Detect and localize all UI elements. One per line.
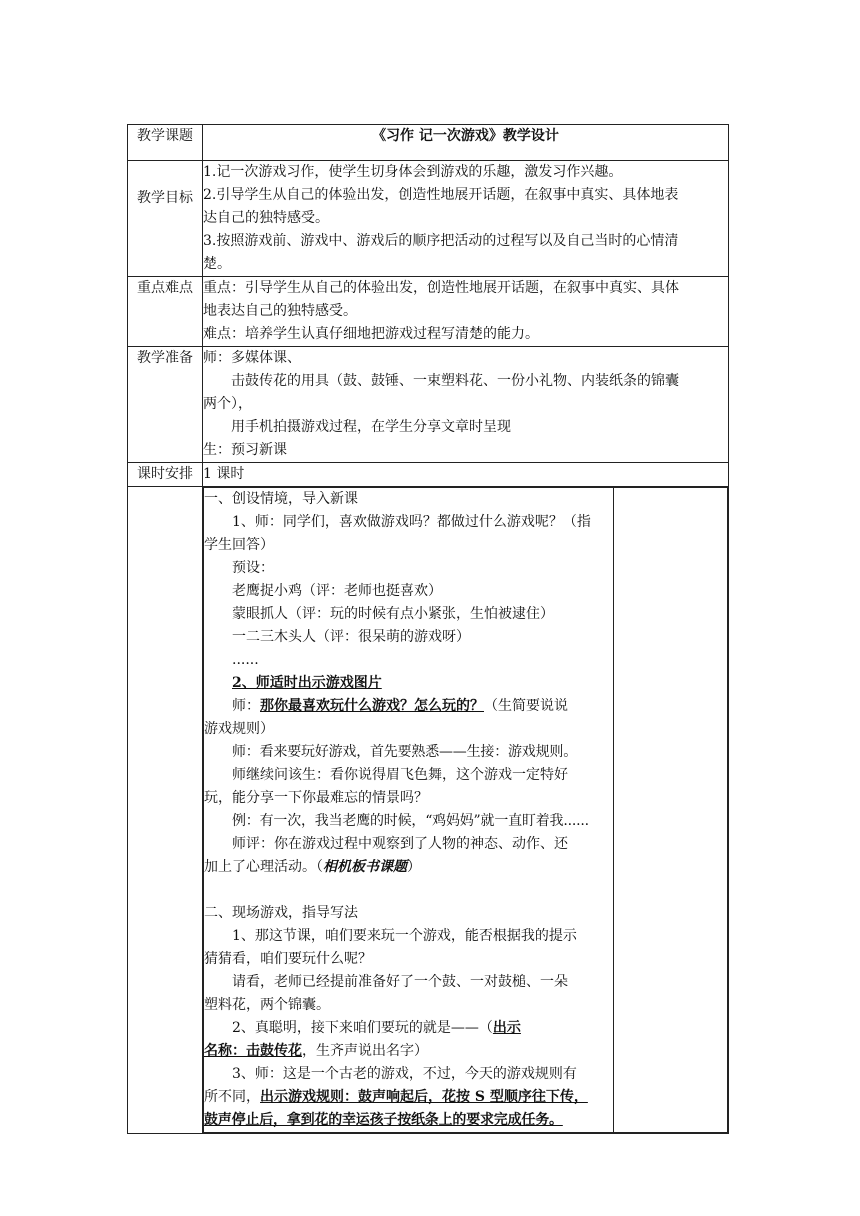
row-topic [128,125,729,161]
process-line: 3、师：这是一个古老的游戏，不过，今天的游戏规则有 [232,1066,577,1082]
row-process [128,487,729,1134]
goals-line: 3.按照游戏前、游戏中、游戏后的顺序把活动的过程写以及自己当时的心情清 [203,233,679,249]
goals-line: 2.引导学生从自己的体验出发，创造性地展开话题，在叙事中真实、具体地表 [203,187,679,203]
section-title: 一、创设情境，导入新课 [204,491,358,507]
process-line: 2、师适时出示游戏图片 [232,675,382,691]
process-text: 所不同， [204,1089,260,1105]
process-line: 老鹰捉小鸡（评：老师也挺喜欢） [232,583,442,599]
process-line: 师评：你在游戏过程中观察到了人物的神态、动作、还 [232,836,568,852]
process-line: 玩，能分享一下你最难忘的情景吗？ [204,790,428,806]
process-text: 2、真聪明，接下来咱们要玩的就是——（ [232,1020,493,1036]
process-line [204,1017,613,1040]
row-schedule [128,463,729,487]
prep-line: 用手机拍摄游戏过程，在学生分享文章时呈现 [231,419,511,435]
process-inner-table [203,487,728,1133]
prep-line: 击鼓传花的用具（鼓、鼓锤、一束塑料花、一份小礼物、内装纸条的锦囊 [231,373,679,389]
emphasis-question: 那你最喜欢玩什么游戏？怎么玩的？ [260,698,484,714]
label-process-empty [128,487,203,1134]
lesson-title: 《习作 记一次游戏》教学设计 [203,125,729,161]
process-text: 师： [232,698,260,714]
process-line [204,695,613,718]
lesson-plan-table [127,124,729,1134]
row-prep [128,347,729,463]
key-points-content [203,277,729,347]
section-title: 二、现场游戏，指导写法 [204,905,358,921]
process-text: （生简要说说 [484,698,568,714]
emphasis-game-rule: 出示游戏规则：鼓声响起后，花按 S 型顺序往下传， [260,1089,588,1105]
emphasis-show: 出示 [492,1020,521,1036]
process-line: 塑料花，两个锦囊。 [204,997,330,1013]
process-line: 请看，老师已经提前准备好了一个鼓、一对鼓槌、一朵 [232,974,568,990]
label-schedule: 课时安排 [128,463,203,487]
process-line: 例：有一次，我当老鹰的时候，“鸡妈妈”就一直盯着我...... [232,813,589,829]
goals-line: 达自己的独特感受。 [203,210,329,226]
process-text: 加上了心理活动。（ [204,859,323,875]
key-points-line: 地表达自己的独特感受。 [203,303,357,319]
process-line: 师继续问该生：看你说得眉飞色舞，这个游戏一定特好 [232,767,568,783]
process-line: 1、师：同学们，喜欢做游戏吗？都做过什么游戏呢？（指 [232,514,591,530]
schedule-value: 1 课时 [203,463,729,487]
process-line: 鼓声停止后，拿到花的幸运孩子按纸条上的要求完成任务。 [204,1112,563,1128]
prep-line: 两个）， [203,396,252,412]
prep-content [203,347,729,463]
process-line [204,1040,613,1063]
process-line: 学生回答） [204,537,274,553]
goals-content [203,161,729,277]
key-points-line: 难点：培养学生认真仔细地把游戏过程写清楚的能力。 [203,326,539,342]
process-line: 师：看来要玩好游戏，首先要熟悉——生接：游戏规则。 [232,744,577,760]
goals-line: 楚。 [203,256,231,272]
row-key-points [128,277,729,347]
process-line: 蒙眼抓人（评：玩的时候有点小紧张，生怕被逮住） [232,606,554,622]
process-line: 1、那这节课，咱们要来玩一个游戏，能否根据我的提示 [232,928,577,944]
spacer [204,879,613,902]
label-prep: 教学准备 [128,347,203,463]
process-cell [203,487,729,1134]
process-line: 预设： [232,560,274,576]
row-goals [128,161,729,277]
goals-line: 1.记一次游戏习作，使学生切身体会到游戏的乐趣，激发习作兴趣。 [203,164,623,180]
prep-line: 生：预习新课 [203,442,287,458]
label-topic: 教学课题 [128,125,203,161]
process-line: ...... [232,652,259,668]
label-key-points: 重点难点 [128,277,203,347]
process-line: 一二三木头人（评：很呆萌的游戏呀） [232,629,470,645]
process-text: ，生齐声说出名字） [302,1043,428,1059]
process-text: ） [407,859,421,875]
process-notes-empty [614,488,728,1133]
process-line [204,1086,613,1109]
label-goals: 教学目标 [128,161,203,277]
key-points-line: 重点：引导学生从自己的体验出发，创造性地展开话题，在叙事中真实、具体 [203,280,679,296]
process-main [204,488,614,1133]
process-line: 游戏规则） [204,721,274,737]
emphasis-board-note: 相机板书课题 [323,859,407,875]
emphasis-game-name: 名称：击鼓传花 [204,1043,302,1059]
process-line [204,856,613,879]
prep-line: 师：多媒体课、 [203,350,301,366]
process-line: 猜猜看，咱们要玩什么呢？ [204,951,372,967]
